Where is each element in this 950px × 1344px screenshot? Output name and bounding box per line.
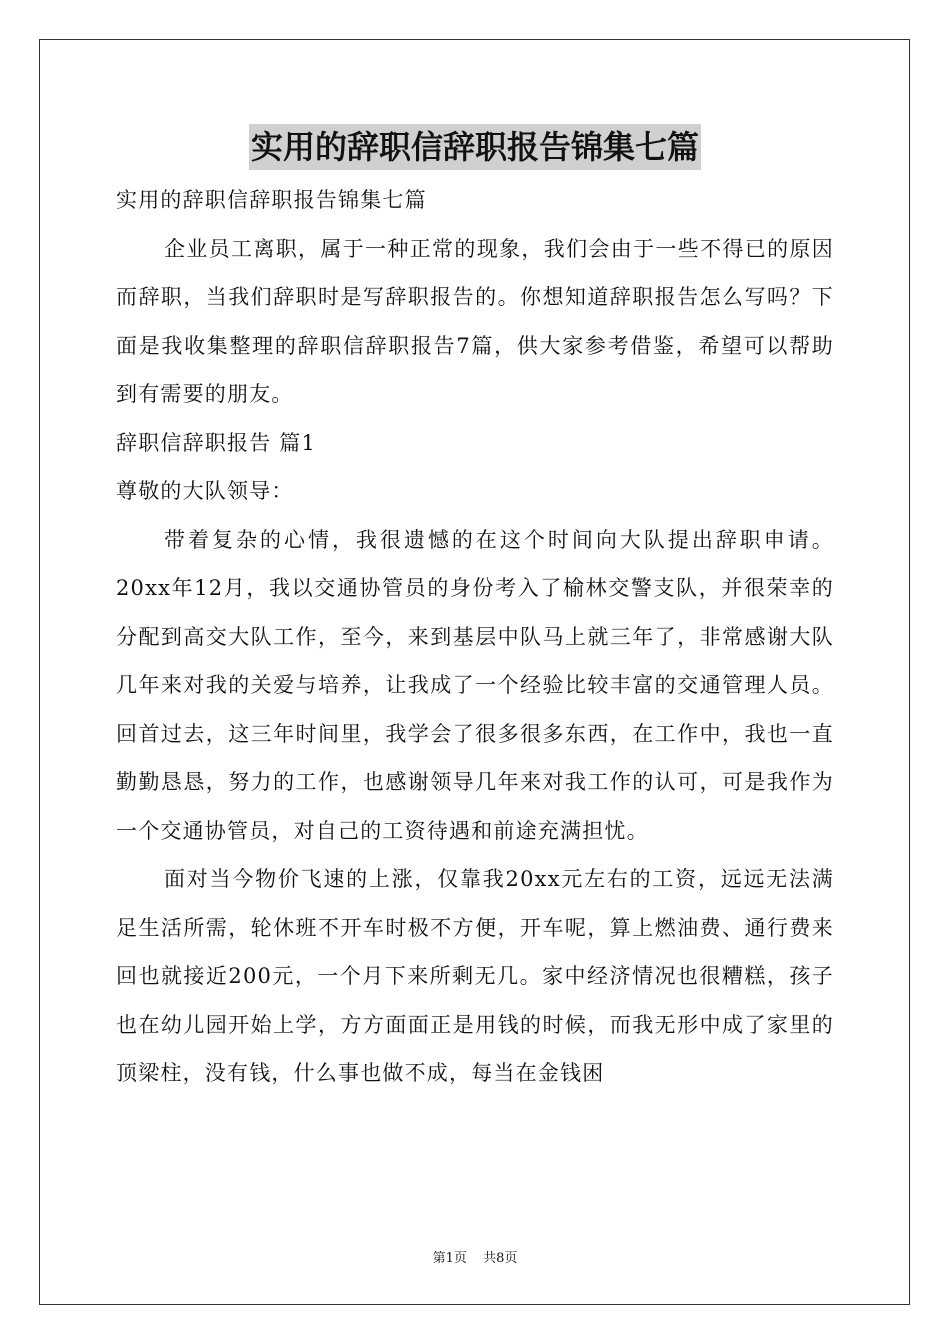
- body-paragraph-1: 带着复杂的心情，我很遗憾的在这个时间向大队提出辞职申请。20xx年12月，我以交通协管员的身份考入了榆林交警支队，并很荣幸的分配到高交大队工作，至今，来到基层中队马上就三年了，非常感谢大队几年来对我的关爱与培养，让我成了一个经验比较丰富的交通管理人员。回首过去，这三年时间里，我学会了很多很多东西，在工作中，我也一直勤勤恳恳，努力的工作，也感谢领导几年来对我工作的认可，可是我作为一个交通协管员，对自己的工资待遇和前途充满担忧。: [116, 527, 834, 843]
- page-footer: [0, 1247, 950, 1266]
- intro-paragraph: 企业员工离职，属于一种正常的现象，我们会由于一些不得已的原因而辞职，当我们辞职时是写辞职报告的。你想知道辞职报告怎么写吗？下面是我收集整理的辞职信辞职报告7篇，供大家参考借鉴，希望可以帮助到有需要的朋友。: [116, 236, 834, 406]
- document-subtitle: 实用的辞职信辞职报告锦集七篇: [116, 188, 427, 212]
- document-body: [116, 176, 834, 1098]
- page-number-current: 第1页: [432, 1251, 467, 1266]
- title-container: [0, 124, 950, 170]
- body-paragraph-2: 面对当今物价飞速的上涨，仅靠我20xx元左右的工资，远远无法满足生活所需，轮休班不开车时极不方便，开车呢，算上燃油费、通行费来回也就接近200元，一个月下来所剩无几。家中经济情况也很糟糕，孩子也在幼儿园开始上学，方方面面正是用钱的时候，而我无形中成了家里的顶梁柱，没有钱，什么事也做不成，每当在金钱困: [116, 867, 834, 1085]
- page-number-total: 共8页: [483, 1251, 518, 1266]
- section-heading: 辞职信辞职报告 篇1: [116, 430, 317, 455]
- document-title: 实用的辞职信辞职报告锦集七篇: [249, 124, 701, 170]
- salutation: 尊敬的大队领导：: [116, 479, 294, 503]
